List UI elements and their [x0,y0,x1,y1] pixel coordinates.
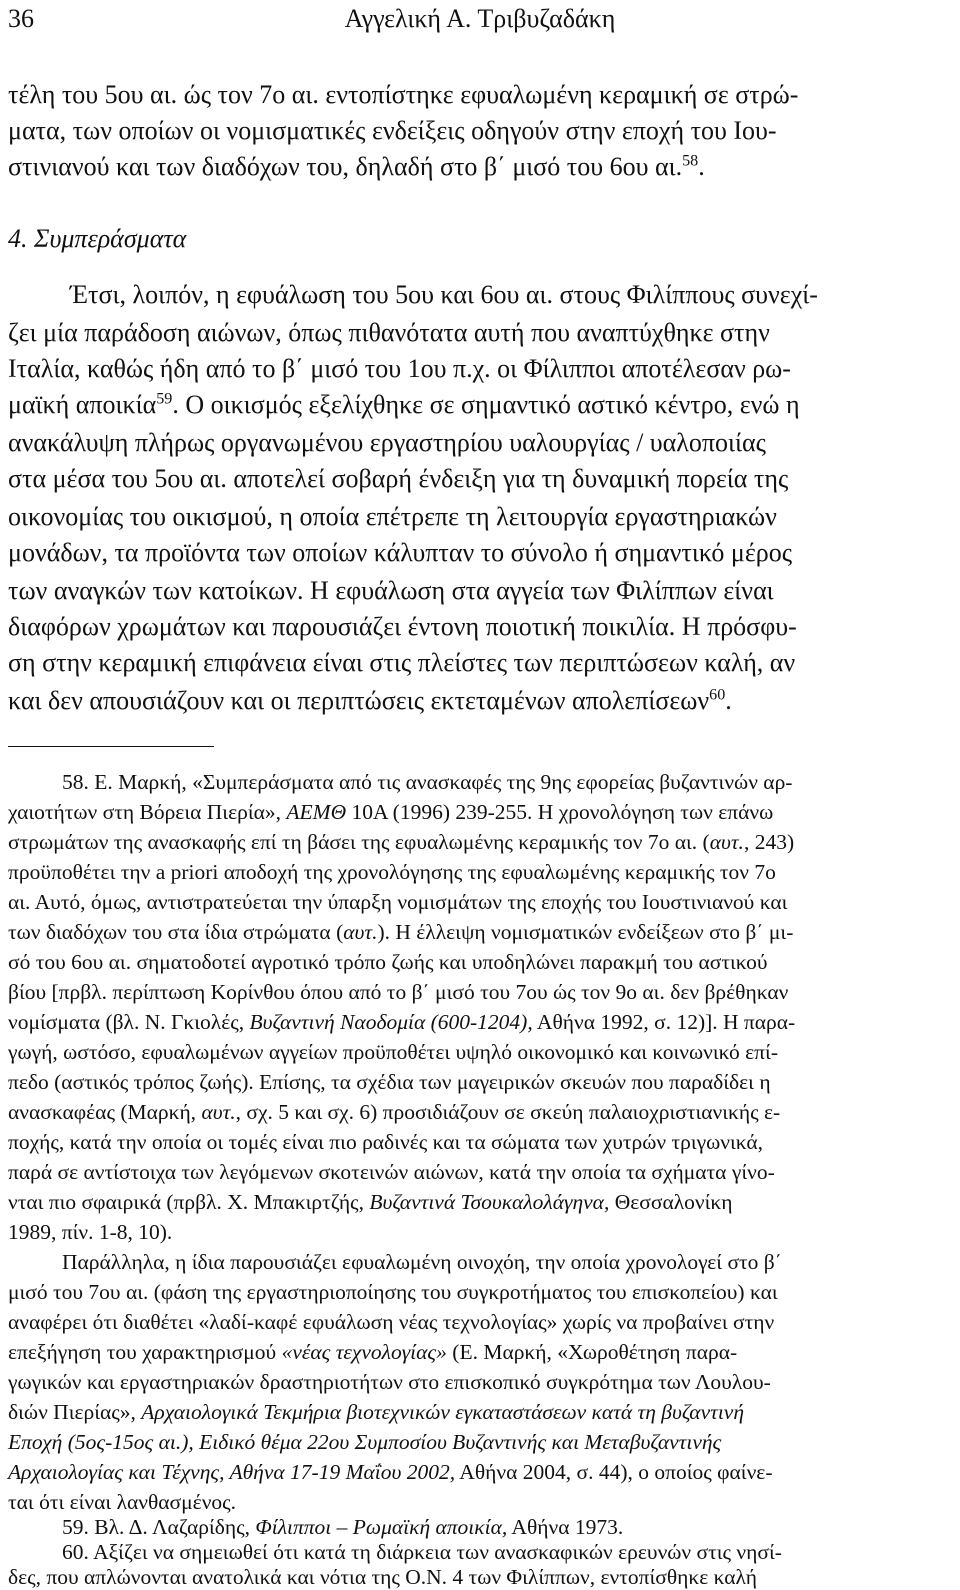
body-line: τέλη του 5ου αι. ώς τον 7ο αι. εντοπίστηκε εφυαλωμένη κεραμική σε στρώ- [8,80,799,109]
footnote-58-line: γωγικών και εργαστηριακών δραστηριοτήτων στο επισκοπικό συγκρότημα των Λουλου- [8,1370,771,1394]
footnote-58-line: ανασκαφέας (Μαρκή, αυτ., σχ. 5 και σχ. 6) προσιδιάζουν σε σκεύη παλαιοχριστιανικής ε- [8,1100,781,1124]
footnote-58-line: πεδο (αστικός τρόπος ζωής). Επίσης, τα σχέδια των μαγειρικών σκευών που παραδίδει η [8,1070,771,1094]
page-number: 36 [8,4,34,33]
footnote-58-line: αναφέρει ότι διαθέτει «λαδί-καφέ εφυάλωση νέας τεχνολογίας» χωρίς να προβαίνει στην [8,1310,775,1334]
footnote-58-line: στρωμάτων της ανασκαφής επί τη βάσει της εφυαλωμένης κεραμικής τον 7ο αι. (αυτ., 243) [8,830,795,854]
footnote-58-line: 58. Ε. Μαρκή, «Συμπεράσματα από τις ανασκαφές της 9ης εφορείας βυζαντινών αρ- [62,770,793,794]
footnote-58-line: των διαδόχων του στα ίδια στρώματα (αυτ.). Η έλλειψη νομισματικών ενδείξεων στο β΄ μι- [8,920,794,944]
footnote-58-line: Αρχαιολογίας και Τέχνης, Αθήνα 17-19 Μαΐου 2002, Αθήνα 2004, σ. 44), ο οποίος φαίνε- [8,1460,773,1484]
body-line: μονάδων, τα προϊόντα των οποίων κάλυπταν το σύνολο ή σημαντικό μέρος [8,538,793,567]
footnote-58-line: μισό του 7ου αι. (φάση της εργαστηριοποίησης του συγκροτήματος του επισκοπείου) και [8,1280,778,1304]
body-line: Έτσι, λοιπόν, η εφυάλωση του 5ου και 6ου αι. στους Φιλίππους συνεχί- [70,280,818,309]
body-line: των αναγκών των κατοίκων. Η εφυάλωση στα αγγεία των Φιλίππων είναι [8,576,774,605]
footnote-58-line: νται πιο σφαιρικά (πρβλ. Χ. Μπακιρτζής, Βυζαντινά Τσουκαλολάγηνα, Θεσσαλονίκη [8,1190,733,1214]
footnote-59: 59. Βλ. Δ. Λαζαρίδης, Φίλιπποι – Ρωμαϊκή αποικία, Αθήνα 1973. [62,1515,624,1539]
footnote-58-line: επεξήγηση του χαρακτηρισμού «νέας τεχνολογίας» (Ε. Μαρκή, «Χωροθέτηση παρα- [8,1340,738,1364]
footnote-58-line: παρά σε αντίστοιχα των λεγόμενων σκοτεινών αιώνων, κατά την οποία τα σχήματα γίνο- [8,1160,775,1184]
footnote-ref-58[interactable]: 58 [682,152,699,170]
footnote-58-line: Εποχή (5ος-15ος αι.), Ειδικό θέμα 22ου Συμποσίου Βυζαντινής και Μεταβυζαντινής [8,1430,722,1454]
footnote-58-line: νομίσματα (βλ. Ν. Γκιολές, Βυζαντινή Ναοδομία (600-1204), Αθήνα 1992, σ. 12)]. Η παρα- [8,1010,796,1034]
body-line: μαϊκή αποικία$^{59}$. Ο οικισμός εξελίχθηκε σε σημαντικό αστικό κέντρο, ενώ η [8,390,800,419]
section-heading: 4. Συμπεράσματα [8,224,187,253]
footnote-60-line: 60. Αξίζει να σημειωθεί ότι κατά τη διάρκεια των ανασκαφικών ερευνών στις νησί- [62,1540,782,1564]
footnote-60-line: δες, που απλώνονται ανατολικά και νότια της Ο.Ν. 4 των Φιλίππων, εντοπίσθηκε καλή [8,1565,758,1589]
footnote-58-line: ται ότι είναι λανθασμένος. [8,1490,237,1514]
body-line: ση στην κεραμική επιφάνεια είναι στις πλείστες των περιπτώσεων καλή, αν [8,648,796,677]
footnote-58-line: ποχής, κατά την οποία οι τομές είναι πιο ραδινές και τα σώματα των χυτρών τριγωνικά, [8,1130,764,1154]
body-line: ανακάλυψη πλήρως οργανωμένου εργαστηρίου υαλουργίας / υαλοποιίας [8,428,766,457]
footnote-58-line: διών Πιερίας», Αρχαιολογικά Τεκμήρια βιοτεχνικών εγκαταστάσεων κατά τη βυζαντινή [8,1400,745,1424]
body-line: ζει μία παράδοση αιώνων, όπως πιθανότατα αυτή που αναπτύχθηκε στην [8,318,770,347]
body-line: Ιταλία, καθώς ήδη από το β΄ μισό του 1ου π.χ. οι Φίλιπποι αποτέλεσαν ρω- [8,354,791,383]
footnote-58-line: 1989, πίν. 1-8, 10). [8,1220,173,1244]
body-line: στινιανού και των διαδόχων του, δηλαδή στο β΄ μισό του 6ου αι.$^{58}$. [8,152,705,181]
footnote-ref-59[interactable]: 59 [156,390,173,408]
body-line: διαφόρων χρωμάτων και παρουσιάζει έντονη ποιοτική ποικιλία. Η πρόσφυ- [8,612,797,641]
footnote-58-line: γωγή, ωστόσο, εφυαλωμένων αγγείων προϋποθέτει υψηλό οικονομικό και κοινωνικό επί- [8,1040,778,1064]
footnote-58-line: σό του 6ου αι. σηματοδοτεί αγροτικό τρόπο ζωής και υποδηλώνει παρακμή του αστικού [8,950,768,974]
footnote-separator [8,746,214,747]
body-line: και δεν απουσιάζουν και οι περιπτώσεις εκτεταμένων απολεπίσεων$^{60}$. [8,686,732,715]
running-title: Αγγελική Α. Τριβυζαδάκη [344,4,616,33]
body-line: ματα, των οποίων οι νομισματικές ενδείξεις οδηγούν στην εποχή του Ιου- [8,116,777,145]
body-line: οικονομίας του οικισμού, η οποία επέτρεπε τη λειτουργία εργαστηριακών [8,502,777,531]
body-line: στα μέσα του 5ου αι. αποτελεί σοβαρή ένδειξη για τη δυναμική πορεία της [8,464,789,493]
footnote-58-line: χαιοτήτων στη Βόρεια Πιερία», ΑΕΜΘ 10Α (1996) 239-255. Η χρονολόγηση των επάνω [8,800,774,824]
footnote-ref-60[interactable]: 60 [709,686,726,704]
footnote-58-line: αι. Αυτό, όμως, αντιστρατεύεται την ύπαρξη νομισμάτων της εποχής του Ιουστινιανού και [8,890,788,914]
footnote-58-line: προϋποθέτει την a priori αποδοχή της χρονολόγησης της εφυαλωμένης κεραμικής τον 7ο [8,860,776,884]
footnote-58-line: Παράλληλα, η ίδια παρουσιάζει εφυαλωμένη οινοχόη, την οποία χρονολογεί στο β΄ [62,1250,782,1274]
footnote-58-line: βίου [πρβλ. περίπτωση Κορίνθου όπου από το β΄ μισό του 7ου ώς τον 9ο αι. δεν βρέθηκαν [8,980,789,1004]
